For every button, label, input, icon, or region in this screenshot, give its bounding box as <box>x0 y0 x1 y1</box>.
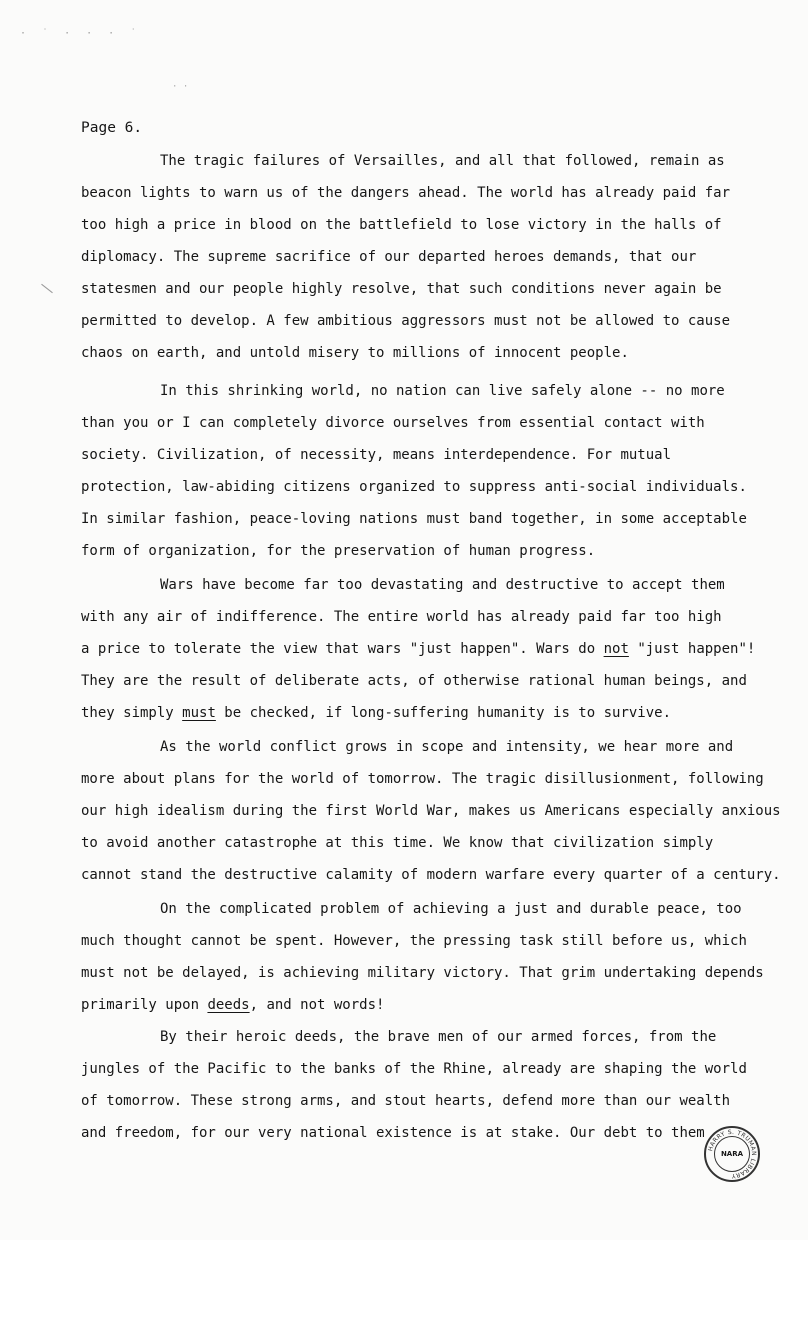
text-line <box>81 989 781 1021</box>
text-line: of tomorrow. These strong arms, and stout hearts, defend more than our wealth <box>81 1093 731 1109</box>
text-line: our high idealism during the first World War, makes us Americans especially anxious <box>81 803 781 819</box>
text-segment: primarily upon <box>81 997 208 1013</box>
text-line: permitted to develop. A few ambitious aggressors must not be allowed to cause <box>81 313 731 329</box>
text-segment: a price to tolerate the view that wars "just happen". Wars do <box>81 641 604 657</box>
scan-mark <box>41 284 53 293</box>
text-line: Wars have become far too devastating and destructive to accept them <box>160 577 725 593</box>
page-number: Page 6. <box>81 120 143 136</box>
underlined-word: deeds <box>207 997 250 1013</box>
text-line: On the complicated problem of achieving a just and durable peace, too <box>160 901 742 917</box>
text-line: must not be delayed, is achieving military victory. That grim undertaking depends <box>81 965 764 981</box>
text-line: much thought cannot be spent. However, the pressing task still before us, which <box>81 933 747 949</box>
text-line: too high a price in blood on the battlefield to lose victory in the halls of <box>81 217 722 233</box>
text-line: beacon lights to warn us of the dangers ahead. The world has already paid far <box>81 185 731 201</box>
stamp-ring-text: HARRY S. TRUMAN LIBRARY <box>707 1128 758 1180</box>
text-segment: , and not words! <box>249 997 385 1013</box>
text-segment: they simply <box>81 705 183 721</box>
text-line: society. Civilization, of necessity, means interdependence. For mutual <box>81 447 672 463</box>
text-segment: "just happen"! <box>628 641 756 657</box>
text-line: statesmen and our people highly resolve, that such conditions never again be <box>81 281 722 297</box>
scan-speck: · · <box>172 82 189 92</box>
text-line: They are the result of deliberate acts, of otherwise rational human beings, and <box>81 673 747 689</box>
text-segment: be checked, if long-suffering humanity is to survive. <box>215 705 672 721</box>
text-line: than you or I can completely divorce ourselves from essential contact with <box>81 415 705 431</box>
text-line <box>81 697 781 729</box>
paragraph-heroic-deeds <box>81 1021 781 1149</box>
paragraph-wars <box>81 569 781 729</box>
stamp-ring-icon <box>706 1128 758 1180</box>
text-line: to avoid another catastrophe at this time. We know that civilization simply <box>81 835 714 851</box>
text-line: cannot stand the destructive calamity of modern warfare every quarter of a century. <box>81 867 781 883</box>
text-line: By their heroic deeds, the brave men of our armed forces, from the <box>160 1029 717 1045</box>
underlined-word: must <box>182 705 216 721</box>
text-line: with any air of indifference. The entire world has already paid far too high <box>81 609 722 625</box>
text-line <box>81 633 781 665</box>
text-line: more about plans for the world of tomorrow. The tragic disillusionment, following <box>81 771 764 787</box>
paragraph-versailles <box>81 145 781 369</box>
scan-specks: · ˙ · · · ˙ <box>20 28 142 39</box>
text-line: The tragic failures of Versailles, and all that followed, remain as <box>160 153 725 169</box>
paragraph-world-conflict <box>81 731 781 891</box>
text-line: diplomacy. The supreme sacrifice of our departed heroes demands, that our <box>81 249 697 265</box>
paragraph-durable-peace <box>81 893 781 1021</box>
svg-text:HARRY S. TRUMAN LIBRARY <box>707 1129 757 1179</box>
archive-stamp <box>704 1126 760 1182</box>
text-line: protection, law-abiding citizens organized to suppress anti-social individuals. <box>81 479 747 495</box>
text-line: chaos on earth, and untold misery to millions of innocent people. <box>81 345 629 361</box>
text-line: form of organization, for the preservation of human progress. <box>81 543 596 559</box>
underlined-word: not <box>603 641 629 657</box>
text-line: As the world conflict grows in scope and intensity, we hear more and <box>160 739 734 755</box>
text-line: and freedom, for our very national existence is at stake. Our debt to them <box>81 1125 705 1141</box>
text-line: In similar fashion, peace-loving nations must band together, in some acceptable <box>81 511 747 527</box>
paragraph-shrinking-world <box>81 375 781 567</box>
text-line: jungles of the Pacific to the banks of the Rhine, already are shaping the world <box>81 1061 747 1077</box>
stamp-center-text: NARA <box>720 1150 744 1158</box>
text-line: In this shrinking world, no nation can live safely alone -- no more <box>160 383 725 399</box>
